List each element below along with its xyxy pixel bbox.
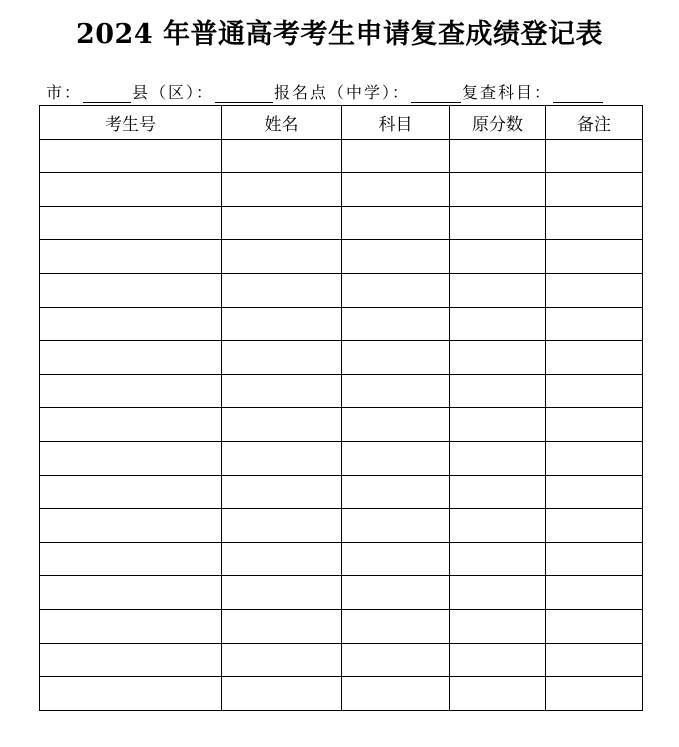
- subject-cell[interactable]: [342, 139, 450, 173]
- remarks-cell[interactable]: [546, 240, 643, 274]
- table-row: [40, 441, 643, 475]
- table-row: [40, 206, 643, 240]
- subject-cell[interactable]: [342, 542, 450, 576]
- candidate-number-cell[interactable]: [40, 341, 222, 375]
- table-row: [40, 576, 643, 610]
- name-cell[interactable]: [222, 441, 342, 475]
- subject-cell[interactable]: [342, 576, 450, 610]
- header-candidate-number: 考生号: [40, 106, 222, 140]
- original-score-cell[interactable]: [450, 374, 546, 408]
- original-score-cell[interactable]: [450, 273, 546, 307]
- candidate-number-cell[interactable]: [40, 677, 222, 711]
- county-blank[interactable]: [215, 84, 273, 103]
- name-cell[interactable]: [222, 374, 342, 408]
- original-score-cell[interactable]: [450, 307, 546, 341]
- name-cell[interactable]: [222, 609, 342, 643]
- original-score-cell[interactable]: [450, 475, 546, 509]
- table-row: [40, 273, 643, 307]
- candidate-number-cell[interactable]: [40, 475, 222, 509]
- original-score-cell[interactable]: [450, 341, 546, 375]
- original-score-cell[interactable]: [450, 509, 546, 543]
- candidate-number-cell[interactable]: [40, 173, 222, 207]
- original-score-cell[interactable]: [450, 677, 546, 711]
- header-remarks: 备注: [546, 106, 643, 140]
- subject-label: 复查科目：: [462, 83, 553, 102]
- county-label: 县（区）：: [132, 83, 215, 102]
- table-body: [40, 139, 643, 710]
- table-row: [40, 240, 643, 274]
- table-row: [40, 509, 643, 543]
- remarks-cell[interactable]: [546, 677, 643, 711]
- name-cell[interactable]: [222, 273, 342, 307]
- candidate-number-cell[interactable]: [40, 273, 222, 307]
- original-score-cell[interactable]: [450, 576, 546, 610]
- header-original-score: 原分数: [450, 106, 546, 140]
- remarks-cell[interactable]: [546, 509, 643, 543]
- remarks-cell[interactable]: [546, 576, 643, 610]
- remarks-cell[interactable]: [546, 441, 643, 475]
- remarks-cell[interactable]: [546, 139, 643, 173]
- remarks-cell[interactable]: [546, 542, 643, 576]
- table-row: [40, 609, 643, 643]
- name-cell[interactable]: [222, 206, 342, 240]
- original-score-cell[interactable]: [450, 408, 546, 442]
- subject-cell[interactable]: [342, 374, 450, 408]
- candidate-number-cell[interactable]: [40, 441, 222, 475]
- table-row: [40, 408, 643, 442]
- school-label: 报名点（中学）：: [274, 83, 411, 102]
- subject-cell[interactable]: [342, 341, 450, 375]
- subject-cell[interactable]: [342, 408, 450, 442]
- subject-cell[interactable]: [342, 677, 450, 711]
- subject-cell[interactable]: [342, 240, 450, 274]
- subject-cell[interactable]: [342, 509, 450, 543]
- subject-blank[interactable]: [553, 84, 603, 103]
- candidate-number-cell[interactable]: [40, 307, 222, 341]
- original-score-cell[interactable]: [450, 643, 546, 677]
- candidate-number-cell[interactable]: [40, 408, 222, 442]
- name-cell[interactable]: [222, 643, 342, 677]
- original-score-cell[interactable]: [450, 240, 546, 274]
- subject-cell[interactable]: [342, 475, 450, 509]
- table-row: [40, 307, 643, 341]
- original-score-cell[interactable]: [450, 609, 546, 643]
- subject-cell[interactable]: [342, 273, 450, 307]
- table-row: [40, 677, 643, 711]
- candidate-number-cell[interactable]: [40, 139, 222, 173]
- name-cell[interactable]: [222, 173, 342, 207]
- header-subject: 科目: [342, 106, 450, 140]
- table-header-row: [40, 106, 643, 140]
- candidate-number-cell[interactable]: [40, 240, 222, 274]
- table-row: [40, 173, 643, 207]
- name-cell[interactable]: [222, 307, 342, 341]
- original-score-cell[interactable]: [450, 139, 546, 173]
- table-row: [40, 542, 643, 576]
- table-row: [40, 643, 643, 677]
- remarks-cell[interactable]: [546, 206, 643, 240]
- candidate-number-cell[interactable]: [40, 643, 222, 677]
- original-score-cell[interactable]: [450, 206, 546, 240]
- subject-cell[interactable]: [342, 643, 450, 677]
- name-cell[interactable]: [222, 509, 342, 543]
- info-line: [46, 80, 646, 103]
- remarks-cell[interactable]: [546, 173, 643, 207]
- subject-cell[interactable]: [342, 441, 450, 475]
- name-cell[interactable]: [222, 408, 342, 442]
- name-cell[interactable]: [222, 475, 342, 509]
- header-name: 姓名: [222, 106, 342, 140]
- remarks-cell[interactable]: [546, 374, 643, 408]
- original-score-cell[interactable]: [450, 441, 546, 475]
- subject-cell[interactable]: [342, 206, 450, 240]
- name-cell[interactable]: [222, 240, 342, 274]
- table-row: [40, 374, 643, 408]
- name-cell[interactable]: [222, 139, 342, 173]
- subject-cell[interactable]: [342, 307, 450, 341]
- remarks-cell[interactable]: [546, 609, 643, 643]
- remarks-cell[interactable]: [546, 273, 643, 307]
- original-score-cell[interactable]: [450, 173, 546, 207]
- candidate-number-cell[interactable]: [40, 576, 222, 610]
- remarks-cell[interactable]: [546, 307, 643, 341]
- candidate-number-cell[interactable]: [40, 542, 222, 576]
- candidate-number-cell[interactable]: [40, 509, 222, 543]
- table-row: [40, 475, 643, 509]
- remarks-cell[interactable]: [546, 408, 643, 442]
- city-blank[interactable]: [83, 84, 131, 103]
- subject-cell[interactable]: [342, 173, 450, 207]
- candidate-number-cell[interactable]: [40, 374, 222, 408]
- table-row: [40, 139, 643, 173]
- form-title: 2024 年普通高考考生申请复查成绩登记表: [75, 19, 604, 50]
- candidate-number-cell[interactable]: [40, 206, 222, 240]
- original-score-cell[interactable]: [450, 542, 546, 576]
- remarks-cell[interactable]: [546, 341, 643, 375]
- remarks-cell[interactable]: [546, 475, 643, 509]
- city-label: 市：: [46, 83, 83, 102]
- subject-cell[interactable]: [342, 609, 450, 643]
- table-row: [40, 341, 643, 375]
- name-cell[interactable]: [222, 341, 342, 375]
- remarks-cell[interactable]: [546, 643, 643, 677]
- register-table: [39, 105, 643, 711]
- name-cell[interactable]: [222, 576, 342, 610]
- candidate-number-cell[interactable]: [40, 609, 222, 643]
- name-cell[interactable]: [222, 677, 342, 711]
- school-blank[interactable]: [411, 84, 461, 103]
- name-cell[interactable]: [222, 542, 342, 576]
